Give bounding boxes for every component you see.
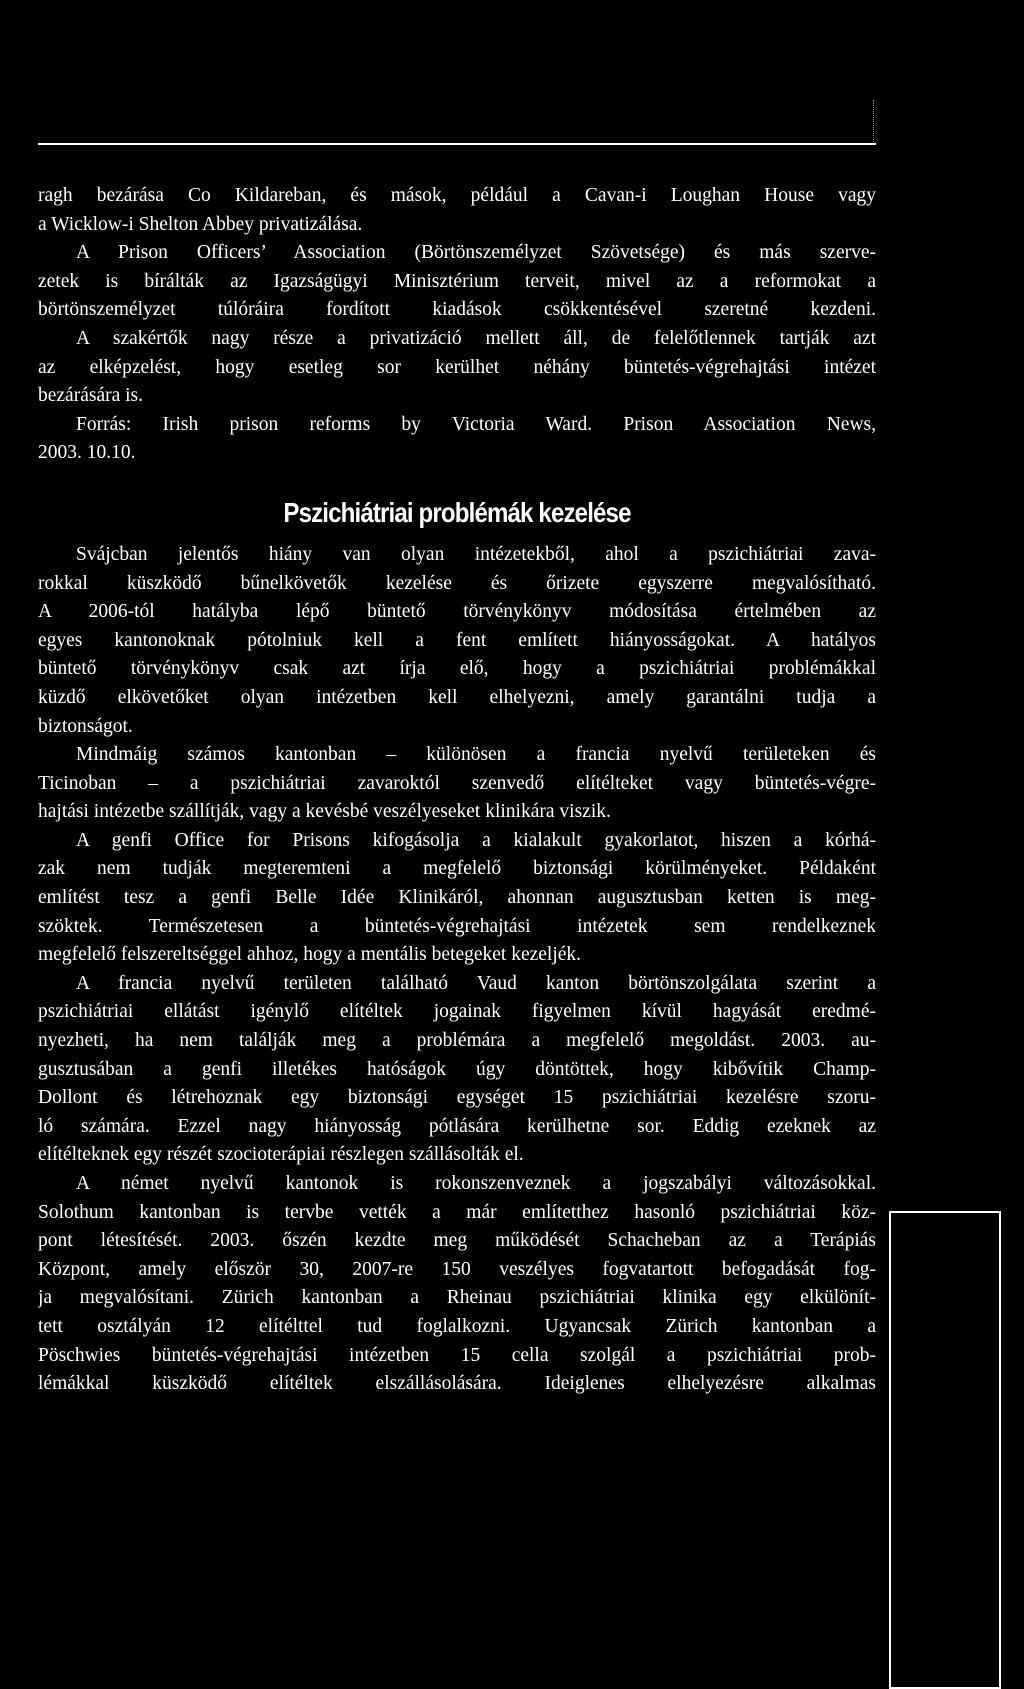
text-line: Központ, amely először 30, 2007-re 150 veszélyes fogvatartott befogadását fog- bbox=[38, 1258, 876, 1280]
text-line: szöktek. Természetesen a büntetés-végrehajtási intézetek sem rendelkeznek bbox=[38, 915, 876, 937]
text-line: Mindmáig számos kantonban – különösen a francia nyelvű területeken és bbox=[76, 744, 876, 766]
text-line: pszichiátriai ellátást igénylő elítéltek jogainak figyelmen kívül hagyását eredmé- bbox=[38, 1001, 876, 1023]
text-line: A német nyelvű kantonok is rokonszenveznek a jogszabályi változásokkal. bbox=[76, 1173, 876, 1194]
text-line: A szakértők nagy része a privatizáció mellett áll, de felelőtlennek tartják azt bbox=[76, 327, 876, 349]
text-line: ja megvalósítani. Zürich kantonban a Rheinau pszichiátriai klinika egy elkülönít- bbox=[38, 1287, 876, 1309]
text-line: Pöschwies büntetés-végrehajtási intézetben 15 cella szolgál a pszichiátriai prob- bbox=[38, 1344, 876, 1366]
section-heading: Pszichiátriai problémák kezelése bbox=[283, 496, 631, 528]
page-content bbox=[38, 182, 876, 1399]
source-citation: Forrás: Irish prison reforms by Victoria Ward. Prison Association News, bbox=[76, 413, 876, 435]
text-line: küzdő elkövetőket olyan intézetben kell elhelyezni, amely garantálni tudja a bbox=[38, 686, 876, 708]
text-line: zetek is bírálták az Igazságügyi Minisztérium terveit, mivel az a reformokat a bbox=[38, 270, 876, 292]
text-line: pont létesítését. 2003. őszén kezdte meg működését Schacheban az a Terápiás bbox=[38, 1230, 876, 1252]
text-line: hajtási intézetbe szállítják, vagy a kevésbé veszélyeseket klinikára viszik. bbox=[38, 801, 611, 823]
text-line: rokkal küszködő bűnelkövetők kezelése és őrizete egyszerre megvalósítható. bbox=[38, 572, 876, 594]
margin-box-frame bbox=[889, 1211, 1001, 1689]
text-line: Svájcban jelentős hiány van olyan intézetekből, ahol a pszichiátriai zava- bbox=[76, 543, 876, 565]
text-line: börtönszemélyzet túlóráira fordított kiadások csökkentésével szeretné kezdeni. bbox=[38, 299, 876, 321]
text-line: ló számára. Ezzel nagy hiányosság pótlására kerülhetne sor. Eddig ezeknek az bbox=[38, 1115, 876, 1137]
text-line: biztonságot. bbox=[38, 715, 133, 737]
text-line: gusztusában a genfi illetékes hatóságok úgy döntöttek, hogy kibővítik Champ- bbox=[38, 1058, 876, 1080]
text-line: Dollont és létrehoznak egy biztonsági egységet 15 pszichiátriai kezelésre szoru- bbox=[38, 1087, 876, 1109]
margin-dotted-mark bbox=[873, 100, 874, 142]
text-line: lémákkal küszködő elítéltek elszállásolására. Ideiglenes elhelyezésre alkalmas bbox=[38, 1373, 876, 1395]
text-line: tett osztályán 12 elítélttel tud foglalkozni. Ugyancsak Zürich kantonban a bbox=[38, 1315, 876, 1337]
text-line: Solothum kantonban is tervbe vették a már említetthez hasonló pszichiátriai köz- bbox=[38, 1201, 876, 1223]
text-line: nyezheti, ha nem találják meg a problémára a megfelelő megoldást. 2003. au- bbox=[38, 1030, 876, 1052]
text-line: A francia nyelvű területen található Vaud kanton börtönszolgálata szerint a bbox=[76, 972, 876, 994]
text-line: büntető törvénykönyv csak azt írja elő, hogy a pszichiátriai problémákkal bbox=[38, 658, 876, 680]
text-line: egyes kantonoknak pótolniuk kell a fent említett hiányosságokat. A hatályos bbox=[38, 629, 876, 651]
text-line: ragh bezárása Co Kildareban, és mások, például a Cavan-i Loughan House vagy bbox=[38, 185, 876, 206]
top-horizontal-rule bbox=[38, 143, 876, 145]
text-line: a Wicklow-i Shelton Abbey privatizálása. bbox=[38, 213, 363, 235]
text-line: megfelelő felszereltséggel ahhoz, hogy a mentális betegeket kezeljék. bbox=[38, 944, 582, 966]
article-psychiatric bbox=[38, 541, 876, 1399]
text-line: bezárására is. bbox=[38, 385, 144, 407]
text-line: az elképzelést, hogy esetleg sor kerülhet néhány büntetés-végrehajtási intézet bbox=[38, 356, 876, 378]
article-privatization bbox=[38, 182, 876, 468]
text-line: említést tesz a genfi Belle Idée Klinikáról, ahonnan augusztusban ketten is meg- bbox=[38, 887, 876, 909]
text-line: A 2006-tól hatályba lépő büntető törvénykönyv módosítása értelmében az bbox=[38, 601, 876, 623]
text-line: A Prison Officers’ Association (Börtönszemélyzet Szövetsége) és más szerve- bbox=[76, 242, 876, 264]
source-citation-date: 2003. 10.10. bbox=[38, 442, 136, 464]
text-line: Ticinoban – a pszichiátriai zavaroktól szenvedő elítélteket vagy büntetés-végre- bbox=[38, 772, 876, 794]
text-line: zak nem tudják megteremteni a megfelelő biztonsági körülményeket. Példaként bbox=[38, 858, 876, 880]
text-line: elítélteknek egy részét szocioterápiai részlegen szállásolták el. bbox=[38, 1144, 524, 1166]
text-line: A genfi Office for Prisons kifogásolja a kialakult gyakorlatot, hiszen a kórhá- bbox=[76, 829, 876, 851]
